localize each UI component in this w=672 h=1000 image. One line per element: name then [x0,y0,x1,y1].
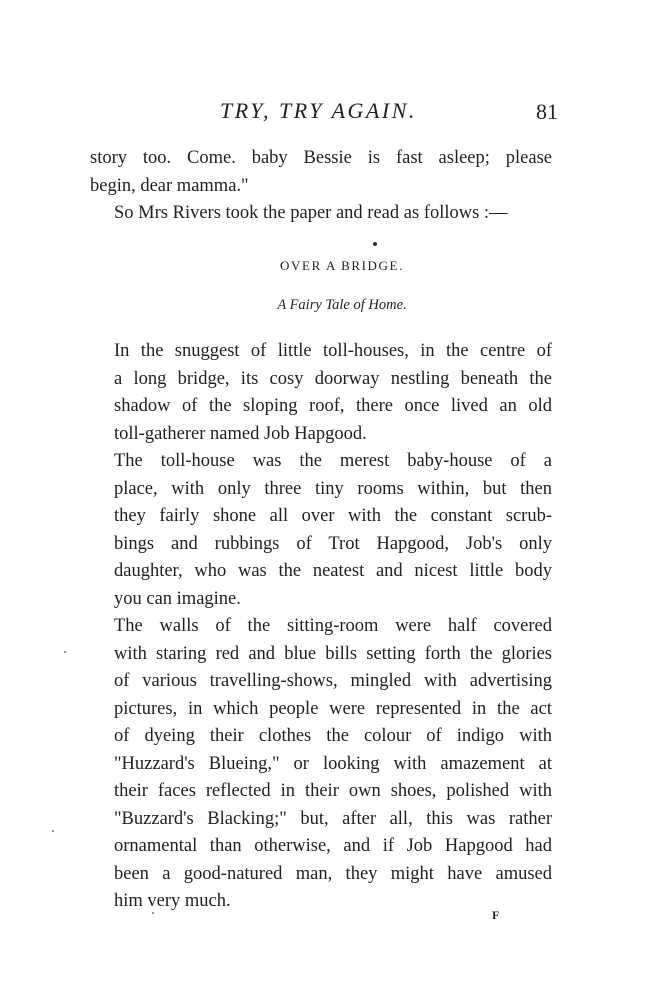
story-text [90,338,552,916]
text-line: a long bridge, its cosy doorway nestling beneath the [114,368,552,389]
text-line: with staring red and blue bills setting forth the glories [114,643,552,664]
opening-text [90,145,552,228]
text-line: shadow of the sloping roof, there once lived an old [114,396,552,416]
story-subtitle: A Fairy Tale of Home. [277,297,407,313]
signature-mark: F [492,908,500,922]
text-line: they fairly shone all over with the constant scrub- [114,506,552,526]
paragraph [90,338,552,448]
text-line: toll-gatherer named Job Hapgood. [114,423,367,444]
text-line: daughter, who was the neatest and nicest little body [114,561,552,581]
text-line: of various travelling-shows, mingled with advertising [114,671,552,691]
paragraph [90,448,552,613]
text-line: ornamental than otherwise, and if Job Hapgood had [114,836,552,856]
text-line: of dyeing their clothes the colour of indigo with [114,726,552,746]
paragraph [90,200,552,228]
text-line: The walls of the sitting-room were half covered [114,616,552,636]
text-line: "Buzzard's Blacking;" but, after all, this was rather [114,808,552,829]
text-line: The toll-house was the merest baby-house of a [114,451,552,471]
ornament-dot [373,242,377,246]
story-title: OVER A BRIDGE. [280,258,404,273]
page-number: 81 [536,99,558,124]
text-line: their faces reflected in their own shoes, polished with [114,781,552,801]
ink-speck [64,651,66,653]
ink-speck [52,830,54,832]
text-line: bings and rubbings of Trot Hapgood, Job's only [114,533,552,554]
running-head [90,98,572,128]
ink-speck [152,912,154,914]
text-line: place, with only three tiny rooms within, but then [114,478,552,499]
text-line: begin, dear mamma." [90,175,249,196]
text-line: pictures, in which people were represented in the act [114,698,552,719]
text-line: In the snuggest of little toll-houses, in the centre of [114,341,552,361]
paragraph [90,145,552,200]
text-line: been a good-natured man, they might have amused [114,863,552,884]
text-line: So Mrs Rivers took the paper and read as follows :— [114,203,508,223]
running-title: TRY, TRY AGAIN. [220,98,417,123]
text-line: him very much. [114,891,231,911]
text-line: "Huzzard's Blueing," or looking with amazement at [114,753,552,774]
text-line: story too. Come. baby Bessie is fast asleep; please [90,148,552,168]
paragraph [90,613,552,916]
text-line: you can imagine. [114,588,241,609]
